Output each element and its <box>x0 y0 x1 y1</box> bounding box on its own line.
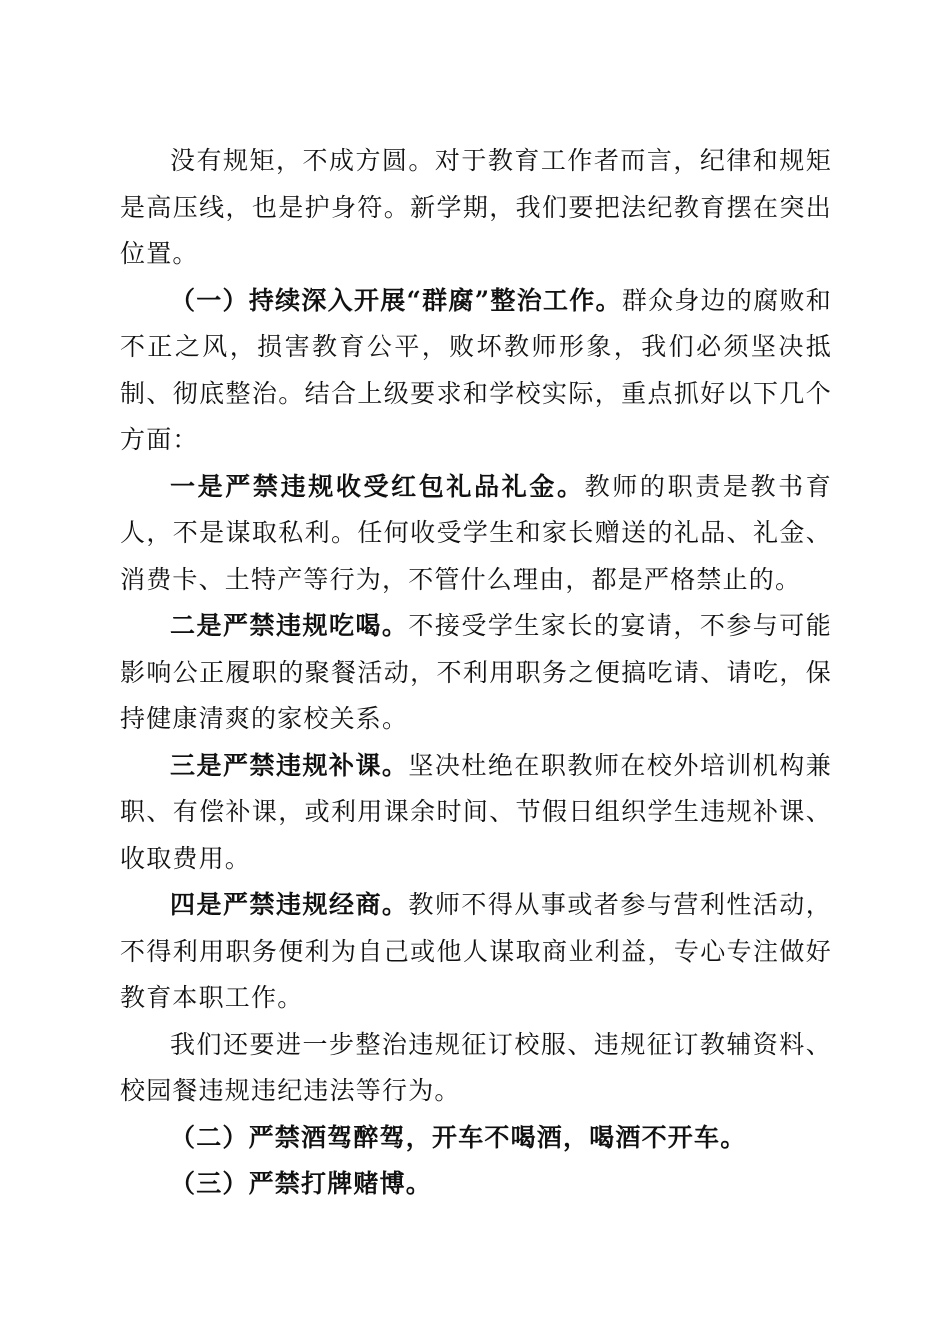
paragraph-text: 没有规矩，不成方圆。对于教育工作者而言，纪律和规矩是高压线，也是护身符。新学期，我们要把法纪教育摆在突出位置。 <box>120 146 832 268</box>
section-heading: （一）持续深入开展“群腐”整治工作。 <box>170 285 622 315</box>
item-heading: 一是严禁违规收受红包礼品礼金。 <box>170 471 585 501</box>
paragraph-intro <box>120 138 832 278</box>
section-heading: （三）严禁打牌赌博。 <box>170 1169 433 1198</box>
paragraph-text: 坚决杜绝在职教师在校外培训机构兼职、有偿补课，或利用课余时间、节假日组织学生违规补课、收取费用。 <box>120 750 832 873</box>
paragraph-text: 教师的职责是教书育人，不是谋取私利。任何收受学生和家长赠送的礼品、礼金、消费卡、土特产等行为，不管什么理由，都是严格禁止的。 <box>120 471 832 594</box>
item-heading: 四是严禁违规经商。 <box>170 890 409 919</box>
paragraph-section-2 <box>120 1115 832 1162</box>
paragraph-item-4 <box>120 882 832 1022</box>
paragraph-section-3 <box>120 1161 832 1208</box>
paragraph-item-1 <box>120 464 832 604</box>
paragraph-item-2 <box>120 603 832 743</box>
item-heading: 二是严禁违规吃喝。 <box>170 611 409 640</box>
paragraph-section-1 <box>120 278 832 464</box>
section-heading: （二）严禁酒驾醉驾，开车不喝酒，喝酒不开车。 <box>170 1122 747 1152</box>
paragraph-text: 群众身边的腐败和不正之风，损害教育公平，败坏教师形象，我们必须坚决抵制、彻底整治。结合上级要求和学校实际，重点抓好以下几个方面： <box>120 285 832 454</box>
paragraph-text: 我们还要进一步整治违规征订校服、违规征订教辅资料、校园餐违规违纪违法等行为。 <box>120 1029 832 1105</box>
paragraph-text: 教师不得从事或者参与营利性活动，不得利用职务便利为自己或他人谋取商业利益，专心专注做好教育本职工作。 <box>120 890 832 1012</box>
paragraph-further <box>120 1022 832 1115</box>
paragraph-item-3 <box>120 743 832 883</box>
item-heading: 三是严禁违规补课。 <box>170 750 409 780</box>
document-body <box>120 138 832 1208</box>
paragraph-text: 不接受学生家长的宴请，不参与可能影响公正履职的聚餐活动，不利用职务之便搞吃请、请吃，保持健康清爽的家校关系。 <box>120 611 832 733</box>
